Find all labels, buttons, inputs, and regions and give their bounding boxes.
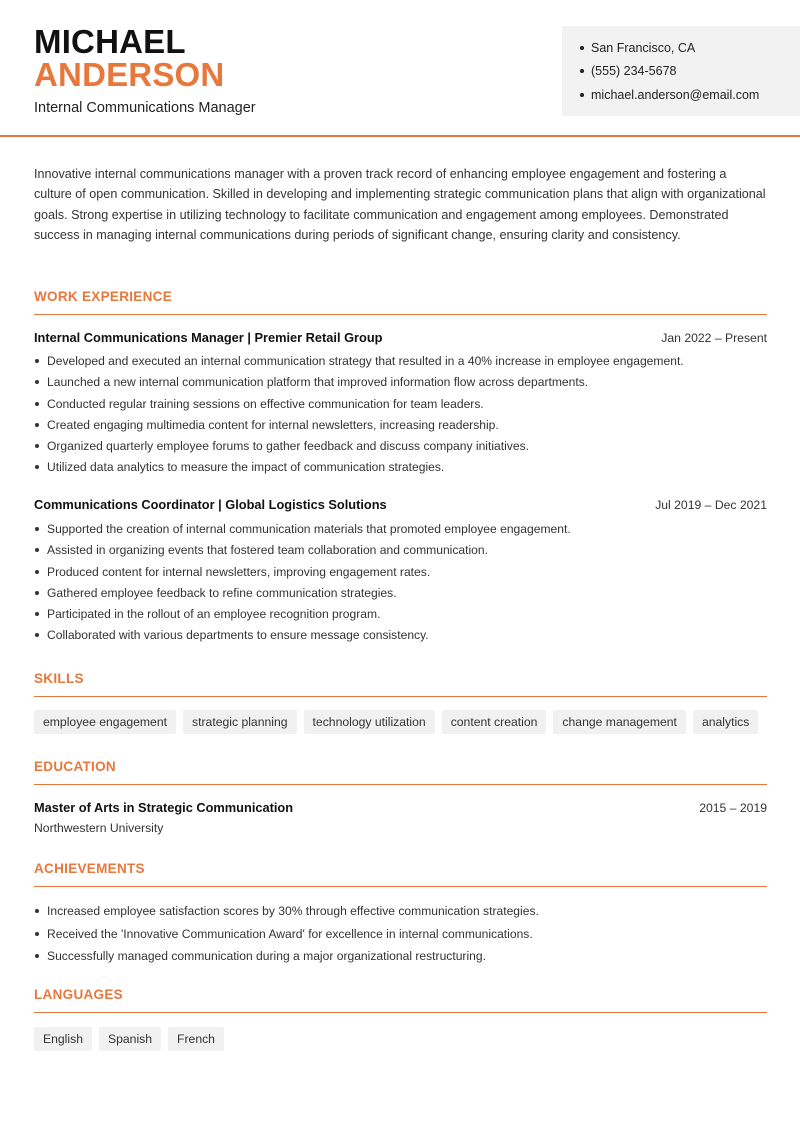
education-dates: 2015 – 2019 xyxy=(699,801,767,815)
skill-tag: strategic planning xyxy=(183,710,297,734)
job-dates: Jan 2022 – Present xyxy=(661,331,767,345)
list-item: Gathered employee feedback to refine communication strategies. xyxy=(34,584,767,605)
list-item: Launched a new internal communication platform that improved information flow across departments. xyxy=(34,373,767,394)
list-item: Received the 'Innovative Communication Award' for excellence in internal communications. xyxy=(34,925,767,948)
job-bullets xyxy=(34,520,767,648)
list-item: Developed and executed an internal communication strategy that resulted in a 40% increase in employee engagement. xyxy=(34,352,767,373)
summary-paragraph: Innovative internal communications manager with a proven track record of enhancing employee engagement and fostering a culture of open communication. Skilled in developing and implementing strategic communication plans that align with organizational goals. Strong expertise in utilizing technology to facilitate communication and engagement among employees. Demonstrated success in managing internal communications during periods of significant change, ensuring clarity and consistency. xyxy=(34,167,766,242)
language-tag: English xyxy=(34,1027,92,1051)
skill-tag: change management xyxy=(553,710,686,734)
achievements-heading: ACHIEVEMENTS xyxy=(34,861,767,887)
list-item: Collaborated with various departments to ensure message consistency. xyxy=(34,626,767,647)
contact-location xyxy=(580,36,800,60)
contact-phone xyxy=(580,60,800,84)
list-item: Supported the creation of internal communication materials that promoted employee engagement. xyxy=(34,520,767,541)
contact-email xyxy=(580,83,800,107)
education-entry xyxy=(34,800,767,835)
skill-tag: analytics xyxy=(693,710,758,734)
achievements-list xyxy=(34,902,767,970)
list-item: Increased employee satisfaction scores by 30% through effective communication strategies. xyxy=(34,902,767,925)
languages-heading: LANGUAGES xyxy=(34,987,767,1013)
bullet-icon xyxy=(580,46,584,50)
skill-tag: technology utilization xyxy=(304,710,435,734)
resume-header xyxy=(0,0,800,137)
skill-tag: employee engagement xyxy=(34,710,176,734)
job-title: Internal Communications Manager | Premier Retail Group xyxy=(34,330,383,345)
list-item: Produced content for internal newsletters, improving engagement rates. xyxy=(34,563,767,584)
job-entry xyxy=(34,330,767,480)
job-title: Communications Coordinator | Global Logistics Solutions xyxy=(34,497,387,512)
language-tag: French xyxy=(168,1027,224,1051)
list-item: Organized quarterly employee forums to gather feedback and discuss company initiatives. xyxy=(34,437,767,458)
language-tag: Spanish xyxy=(99,1027,161,1051)
job-dates: Jul 2019 – Dec 2021 xyxy=(655,498,767,512)
skills-tags xyxy=(34,710,767,734)
candidate-name xyxy=(34,23,225,93)
bullet-icon xyxy=(580,93,584,97)
list-item: Successfully managed communication during a major organizational restructuring. xyxy=(34,947,767,970)
school-name: Northwestern University xyxy=(34,821,164,835)
job-bullets xyxy=(34,352,767,480)
work-experience-heading: WORK EXPERIENCE xyxy=(34,289,767,315)
location-text: San Francisco, CA xyxy=(591,40,696,55)
skills-heading: SKILLS xyxy=(34,671,767,697)
contact-box xyxy=(562,26,800,116)
phone-text: (555) 234-5678 xyxy=(591,64,677,79)
email-text: michael.anderson@email.com xyxy=(591,87,760,102)
job-entry xyxy=(34,497,767,648)
skill-tag: content creation xyxy=(442,710,547,734)
languages-tags xyxy=(34,1027,767,1051)
list-item: Created engaging multimedia content for internal newsletters, increasing readership. xyxy=(34,416,767,437)
list-item: Utilized data analytics to measure the impact of communication strategies. xyxy=(34,458,767,479)
list-item: Participated in the rollout of an employee recognition program. xyxy=(34,605,767,626)
bullet-icon xyxy=(580,69,584,73)
job-role: Internal Communications Manager xyxy=(34,100,256,116)
first-name: MICHAEL xyxy=(34,23,186,60)
list-item: Conducted regular training sessions on effective communication for team leaders. xyxy=(34,395,767,416)
degree-title: Master of Arts in Strategic Communication xyxy=(34,800,294,815)
list-item: Assisted in organizing events that fostered team collaboration and communication. xyxy=(34,541,767,562)
education-heading: EDUCATION xyxy=(34,759,767,785)
last-name: ANDERSON xyxy=(34,56,225,93)
